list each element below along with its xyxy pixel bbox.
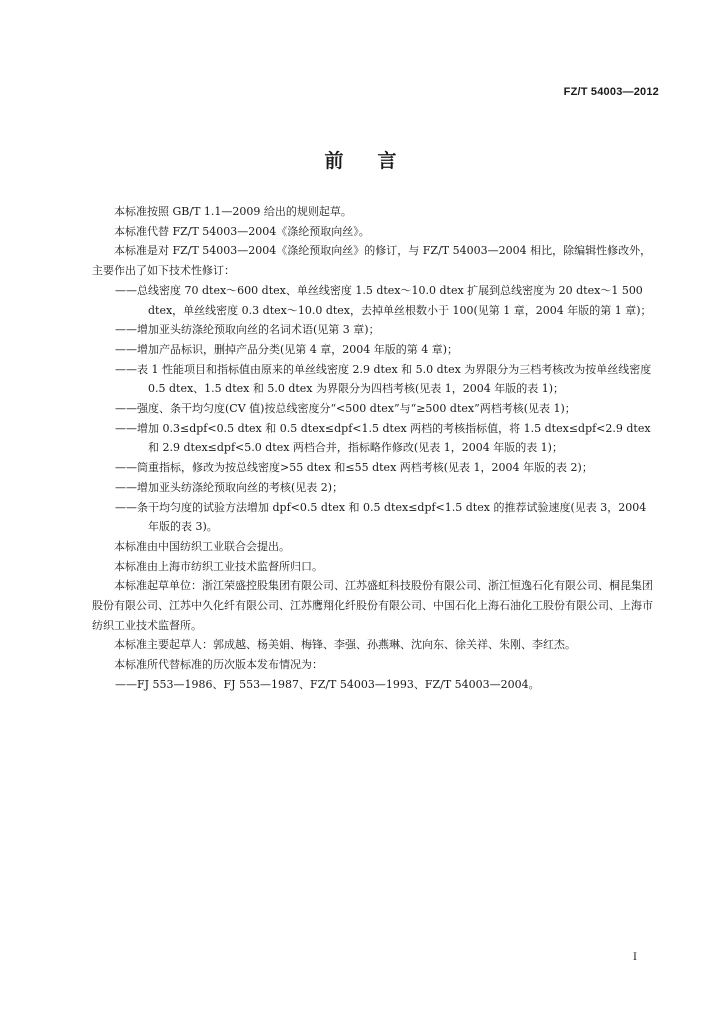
foreword-body <box>92 202 660 695</box>
change-item: ——增加亚头纺涤纶预取向丝的考核(见表 2)； <box>115 480 344 494</box>
change-item: ——增加亚头纺涤纶预取向丝的名词术语(见第 3 章)； <box>115 323 380 337</box>
page-number: I <box>633 952 637 963</box>
paragraph-revision-intro: 本标准是对 FZ/T 54003—2004《涤纶预取向丝》的修订，与 FZ/T 54003—2004 相比，除编辑性修改外，主要作出了如下技术性修订： <box>92 244 652 278</box>
paragraph-drafters: 本标准主要起草人：郭成越、杨美娟、梅锋、李强、孙燕琳、沈向东、徐关祥、朱刚、李红杰。 <box>114 638 576 652</box>
paragraph-history-intro: 本标准所代替标准的历次版本发布情况为： <box>114 658 323 672</box>
change-item: ——增加 0.3≤dpf<0.5 dtex 和 0.5 dtex≤dpf<1.5 dtex 两档的考核指标值，将 1.5 dtex≤dpf<2.9 dtex 和 2.9 dtex≤dpf<5.0 dtex 两档合并，指标略作修改(见表 1，2004 年版的表 1)； <box>115 421 651 455</box>
change-item: ——筒重指标，修改为按总线密度>55 dtex 和≤55 dtex 两档考核(见表 1，2004 年版的表 2)； <box>115 461 593 475</box>
paragraph-administrator: 本标准由上海市纺织工业技术监督所归口。 <box>114 559 323 573</box>
standard-code: FZ/T 54003—2012 <box>563 86 659 98</box>
paragraph-drafting-units: 本标准起草单位：浙江荣盛控股集团有限公司、江苏盛虹科技股份有限公司、浙江恒逸石化有限公司、桐昆集团股份有限公司、江苏中久化纤有限公司、江苏鹰翔化纤股份有限公司、中国石化上海石油化工股份有限公司、上海市纺织工业技术监督所。 <box>92 579 653 632</box>
paragraph-proposer: 本标准由中国纺织工业联合会提出。 <box>114 539 290 553</box>
paragraph-drafting-rules: 本标准按照 GB/T 1.1—2009 给出的规则起草。 <box>114 205 352 218</box>
change-item: ——增加产品标识，删掉产品分类(见第 4 章，2004 年版的第 4 章)； <box>115 342 459 356</box>
paragraph-replaces: 本标准代替 FZ/T 54003—2004《涤纶预取向丝》。 <box>114 224 370 238</box>
change-item: ——强度、条干均匀度(CV 值)按总线密度分“<500 dtex”与“≥500 dtex”两档考核(见表 1)； <box>115 402 576 416</box>
change-item: ——总线密度 70 dtex～600 dtex、单丝线密度 1.5 dtex～10.0 dtex 扩展到总线密度为 20 dtex～1 500 dtex，单丝线密度 0.3 dtex～10.0 dtex，去掉单丝根数小于 100(见第 1 章，2004 年版的第 1 章)； <box>115 283 652 317</box>
change-item: ——条干均匀度的试验方法增加 dpf<0.5 dtex 和 0.5 dtex≤dpf<1.5 dtex 的推荐试验速度(见表 3，2004 年版的表 3)。 <box>115 500 647 534</box>
page-title: 前言 <box>324 150 431 172</box>
change-item: ——表 1 性能项目和指标值由原来的单丝线密度 2.9 dtex 和 5.0 dtex 为界限分为三档考核改为按单丝线密度 0.5 dtex、1.5 dtex 和 5.0 dtex 为界限分为四档考核(见表 1，2004 年版的表 1)； <box>115 362 652 396</box>
history-item: ——FJ 553—1986、FJ 553—1987、FZ/T 54003—1993、FZ/T 54003—2004。 <box>115 677 540 691</box>
